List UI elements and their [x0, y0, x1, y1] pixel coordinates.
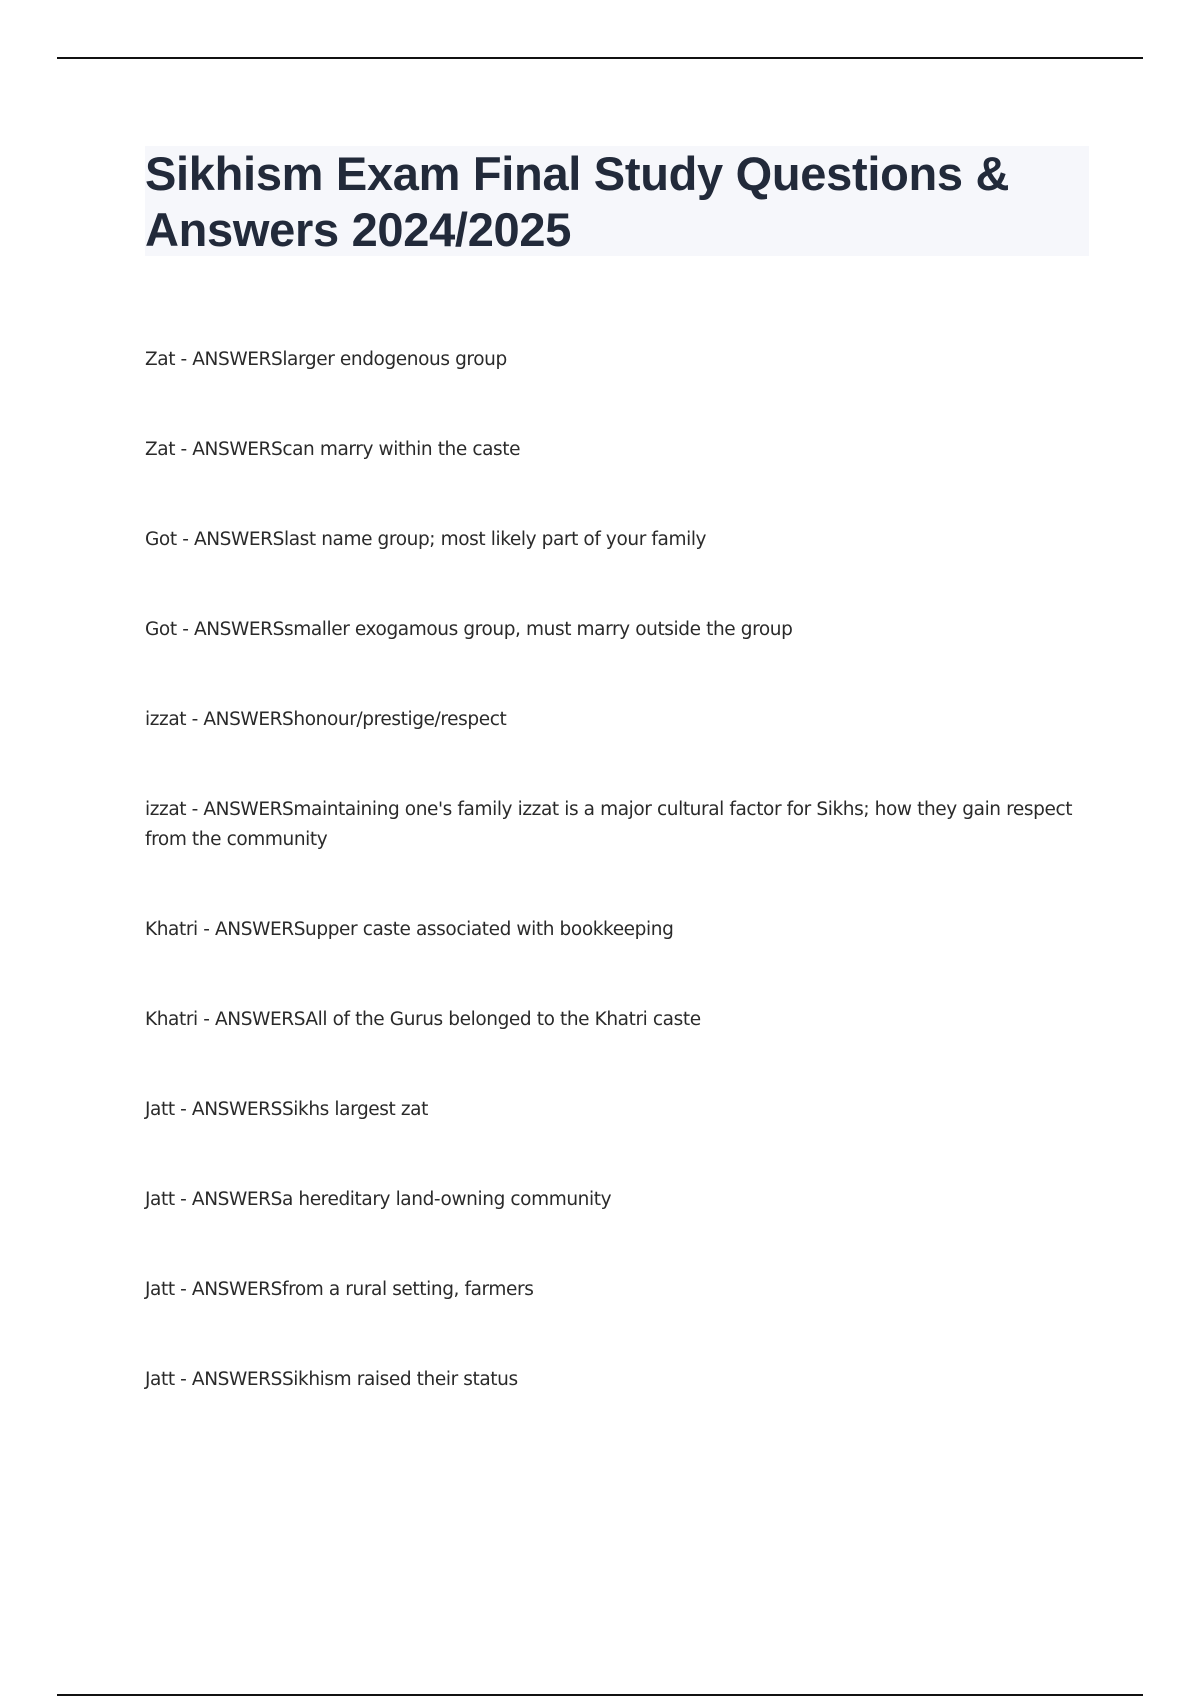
- title-block: [145, 146, 1089, 256]
- top-rule: [57, 57, 1143, 59]
- qa-list: [145, 345, 1085, 1455]
- qa-item: Khatri - ANSWERSupper caste associated with bookkeeping: [145, 919, 674, 940]
- qa-item: izzat - ANSWERSmaintaining one's family izzat is a major cultural factor for Sikhs; how they gain respect from the community: [145, 799, 1073, 850]
- qa-item: izzat - ANSWERShonour/prestige/respect: [145, 709, 507, 730]
- qa-item: Zat - ANSWERSlarger endogenous group: [145, 349, 507, 370]
- qa-item: Jatt - ANSWERSSikhism raised their status: [145, 1369, 518, 1390]
- bottom-rule: [57, 1694, 1143, 1696]
- qa-item: Got - ANSWERSsmaller exogamous group, must marry outside the group: [145, 619, 793, 640]
- qa-item: Jatt - ANSWERSSikhs largest zat: [145, 1099, 428, 1120]
- qa-item: Got - ANSWERSlast name group; most likely part of your family: [145, 529, 707, 550]
- qa-item: Jatt - ANSWERSa hereditary land-owning community: [145, 1189, 612, 1210]
- qa-item: Khatri - ANSWERSAll of the Gurus belonged to the Khatri caste: [145, 1009, 701, 1030]
- document-title: Sikhism Exam Final Study Questions & Answers 2024/2025: [145, 147, 1010, 256]
- qa-item: Zat - ANSWERScan marry within the caste: [145, 439, 521, 460]
- qa-item: Jatt - ANSWERSfrom a rural setting, farmers: [145, 1279, 534, 1300]
